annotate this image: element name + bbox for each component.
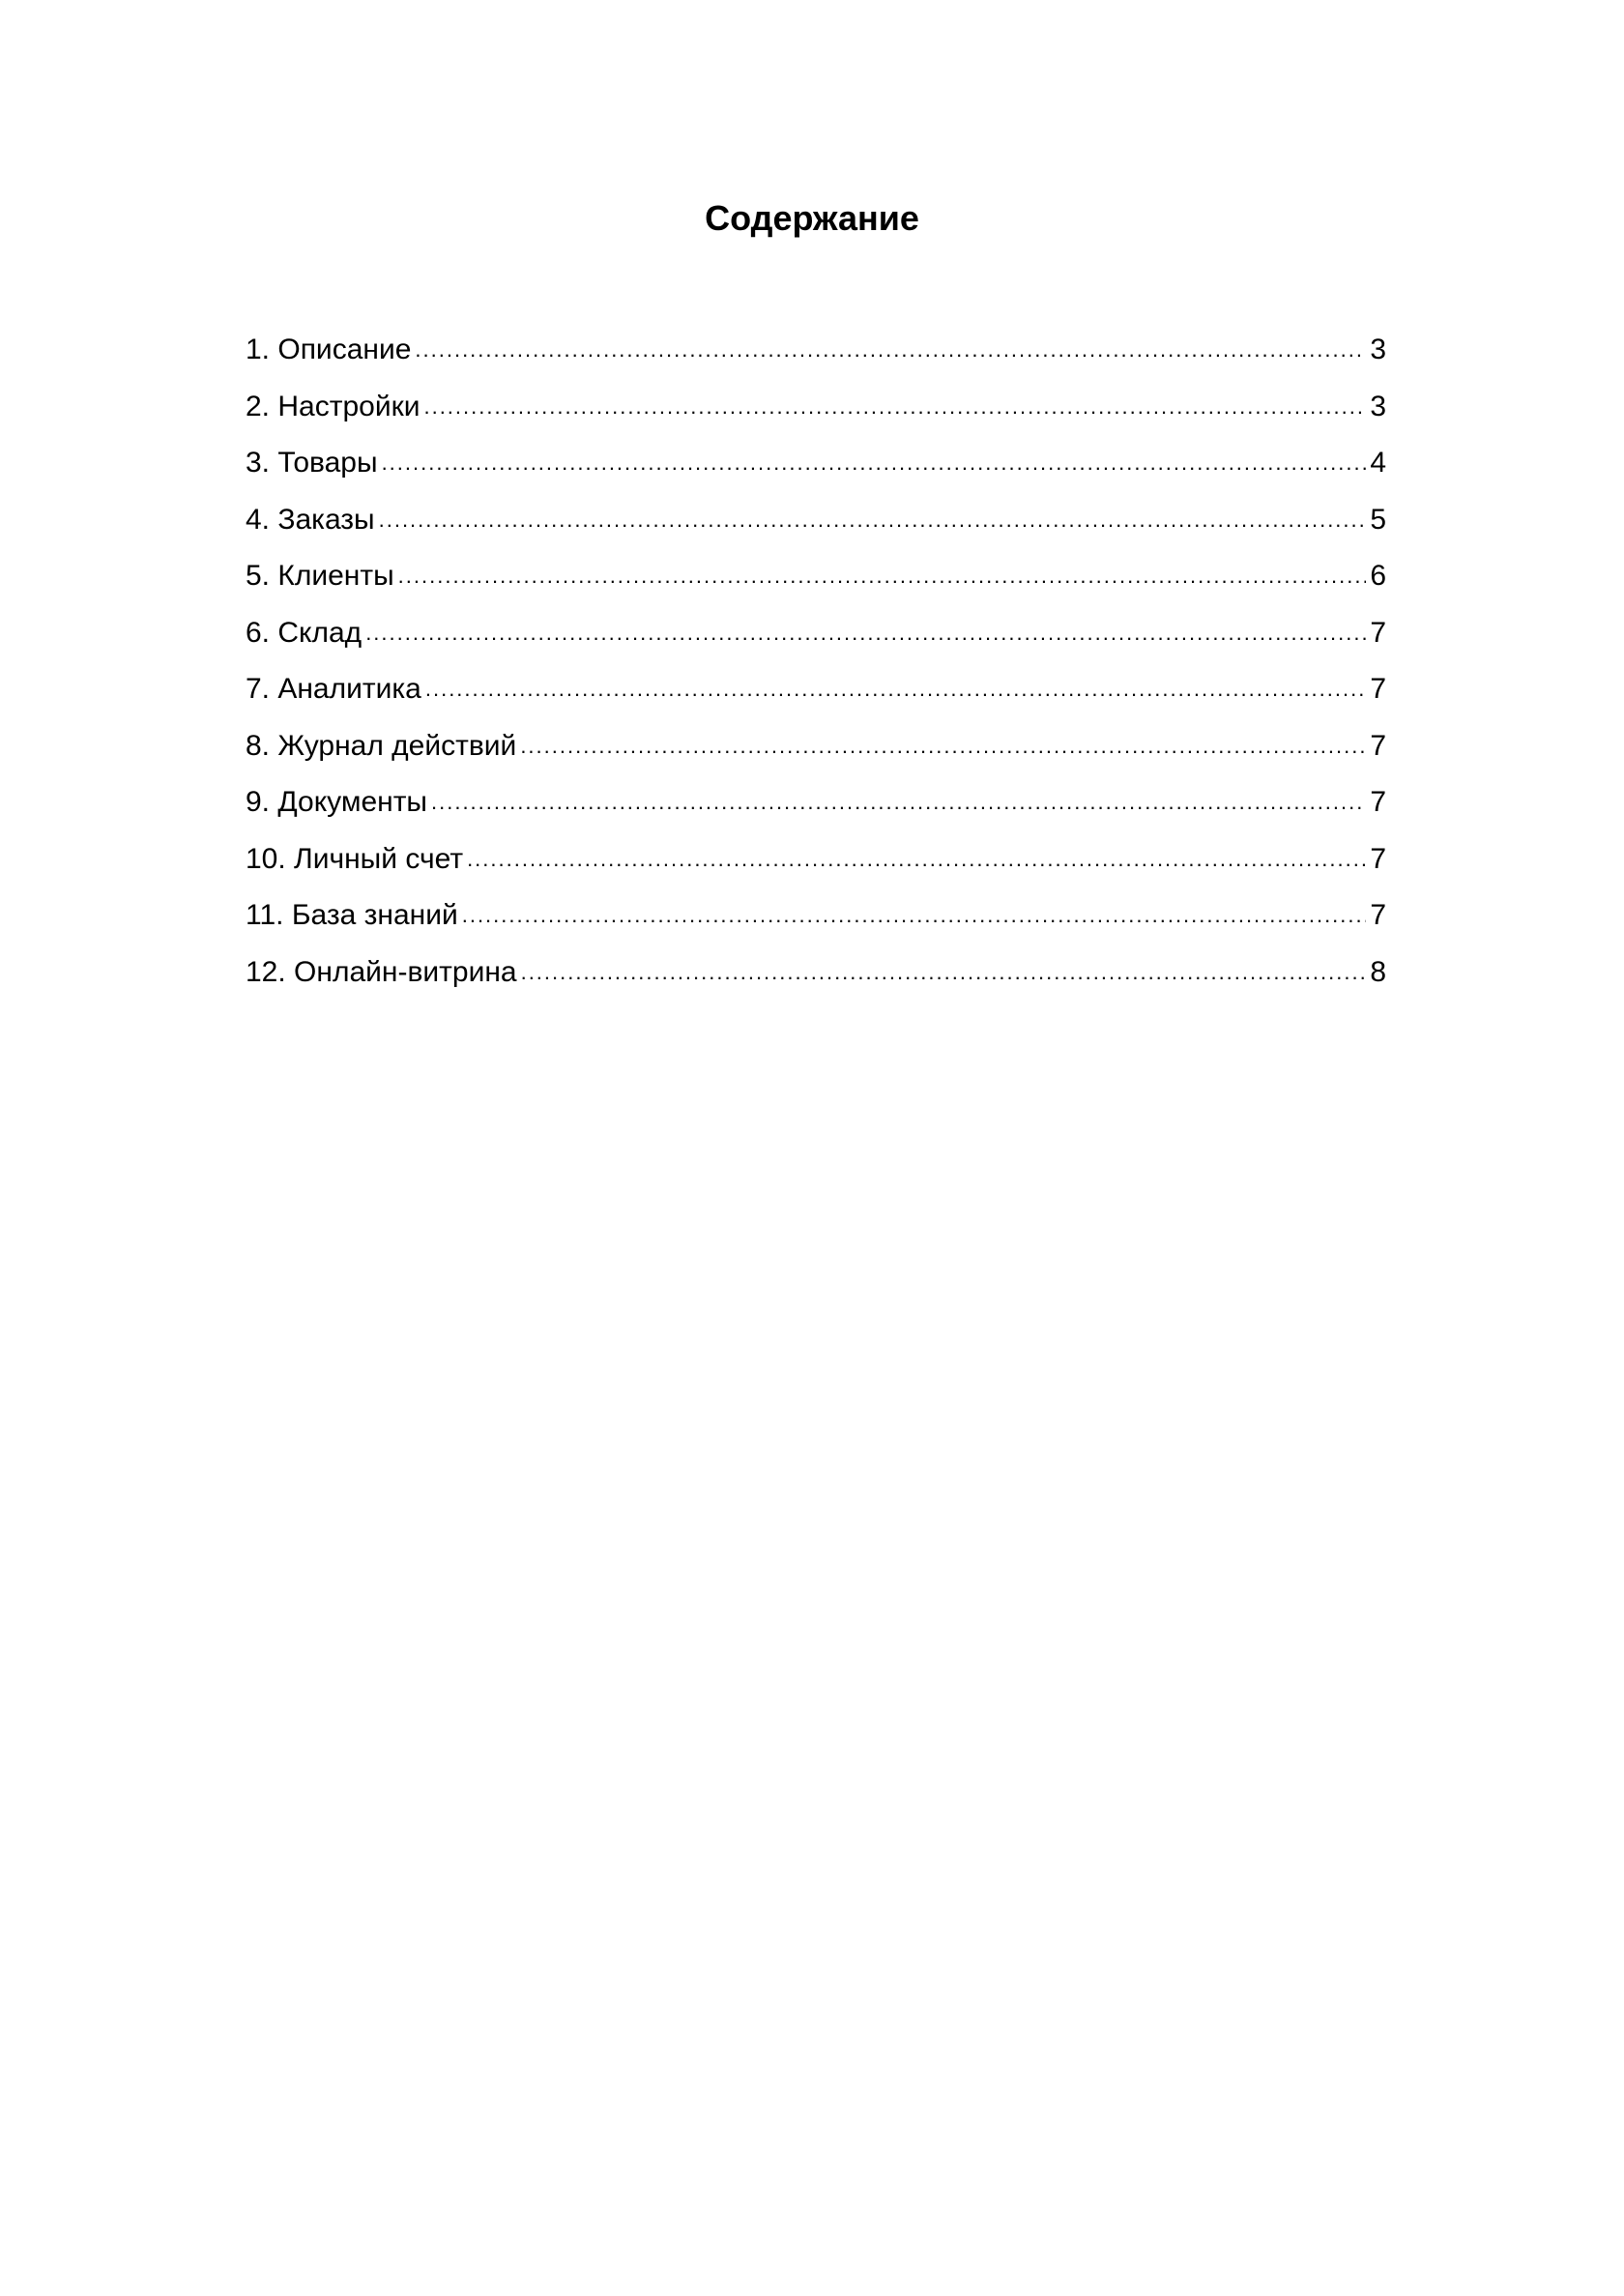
toc-entry-label: 3. Товары bbox=[246, 447, 378, 479]
toc-entry-settings[interactable] bbox=[246, 384, 1386, 441]
dot-leader bbox=[520, 723, 1366, 770]
toc-entry-label: 9. Документы bbox=[246, 786, 427, 818]
dot-leader bbox=[379, 497, 1367, 543]
toc-entry-warehouse[interactable] bbox=[246, 610, 1386, 667]
toc-entry-label: 12. Онлайн-витрина bbox=[246, 955, 517, 988]
toc-entry-label: 1. Описание bbox=[246, 334, 412, 365]
toc-entry-products[interactable] bbox=[246, 440, 1386, 497]
dot-leader bbox=[521, 949, 1367, 996]
toc-entry-label: 6. Склад bbox=[246, 616, 362, 649]
toc-page-number: 7 bbox=[1370, 673, 1386, 705]
dot-leader bbox=[425, 666, 1366, 712]
dot-leader bbox=[423, 384, 1366, 430]
dot-leader bbox=[462, 892, 1367, 939]
toc-entry-label: 4. Заказы bbox=[246, 503, 375, 536]
toc-page-number: 7 bbox=[1370, 786, 1386, 818]
toc-page-number: 7 bbox=[1370, 729, 1386, 762]
toc-entry-orders[interactable] bbox=[246, 497, 1386, 554]
toc-page-number: 4 bbox=[1370, 447, 1386, 479]
toc-entry-description[interactable] bbox=[246, 327, 1386, 384]
toc-entry-label: 11. База знаний bbox=[246, 899, 458, 931]
toc-entry-label: 8. Журнал действий bbox=[246, 729, 517, 762]
toc-page-number: 8 bbox=[1370, 955, 1386, 988]
toc-entry-label: 2. Настройки bbox=[246, 390, 420, 422]
toc-entry-analytics[interactable] bbox=[246, 666, 1386, 723]
dot-leader bbox=[365, 610, 1366, 656]
toc-page-number: 6 bbox=[1370, 560, 1386, 592]
dot-leader bbox=[398, 553, 1367, 599]
dot-leader bbox=[415, 327, 1366, 373]
dot-leader bbox=[382, 440, 1367, 486]
toc-page-number: 3 bbox=[1370, 334, 1386, 365]
toc-entry-knowledge-base[interactable] bbox=[246, 892, 1386, 949]
toc-entry-personal-account[interactable] bbox=[246, 836, 1386, 893]
toc-page-number: 7 bbox=[1370, 842, 1386, 875]
toc-entry-documents[interactable] bbox=[246, 779, 1386, 836]
toc-entry-clients[interactable] bbox=[246, 553, 1386, 610]
toc-title: Содержание bbox=[705, 198, 919, 238]
toc-page-number: 7 bbox=[1370, 616, 1386, 649]
toc-entry-label: 10. Личный счет bbox=[246, 842, 464, 875]
table-of-contents bbox=[246, 327, 1386, 1005]
toc-page-number: 5 bbox=[1370, 503, 1386, 536]
toc-page-number: 3 bbox=[1370, 390, 1386, 422]
dot-leader bbox=[431, 779, 1366, 826]
dot-leader bbox=[467, 836, 1366, 883]
toc-entry-online-storefront[interactable] bbox=[246, 949, 1386, 1006]
toc-page-number: 7 bbox=[1370, 899, 1386, 931]
toc-entry-label: 7. Аналитика bbox=[246, 673, 421, 705]
toc-entry-label: 5. Клиенты bbox=[246, 560, 394, 592]
toc-entry-activity-log[interactable] bbox=[246, 723, 1386, 780]
